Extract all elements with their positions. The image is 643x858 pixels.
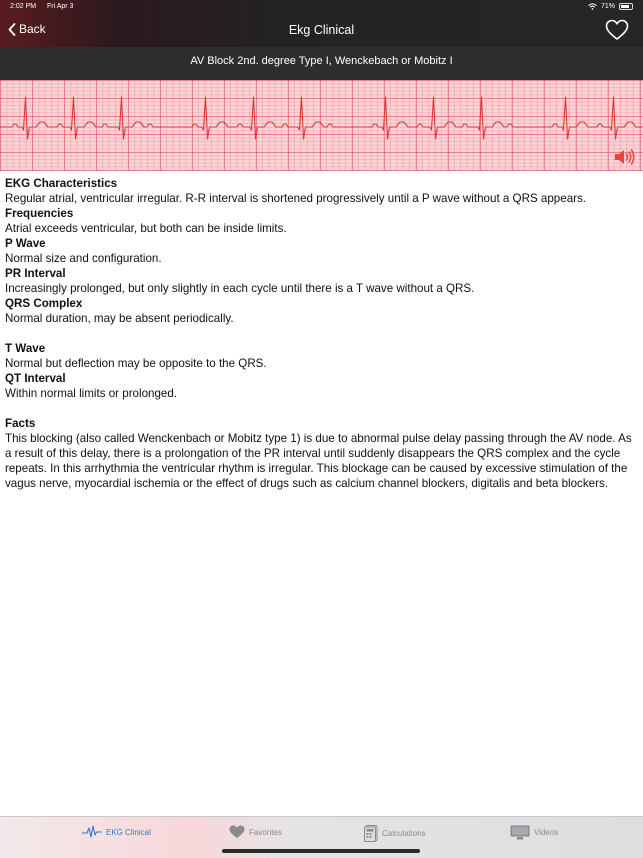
frequencies-text: Atrial exceeds ventricular, but both can be inside limits. — [5, 222, 287, 235]
t-wave-text: Normal but deflection may be opposite to the QRS. — [5, 357, 267, 370]
status-indicators — [588, 3, 633, 10]
tab-label: Calculations — [382, 829, 426, 838]
calculator-icon — [364, 825, 378, 842]
tab-favorites[interactable] — [229, 825, 282, 839]
status-bar — [0, 0, 643, 14]
tab-calculations[interactable] — [364, 825, 426, 842]
spacer — [5, 326, 638, 341]
top-header — [0, 0, 643, 47]
ekg-wave-icon — [82, 825, 102, 839]
heart-icon — [229, 825, 245, 839]
favorite-heart-icon[interactable] — [605, 19, 629, 41]
ekg-characteristics-text: Regular atrial, ventricular irregular. R-R interval is shortened progressively until a P wave without a QRS appears. — [5, 192, 587, 205]
page-title: Ekg Clinical — [288, 23, 355, 37]
pr-interval-heading: PR Interval — [5, 267, 66, 280]
tab-videos[interactable] — [510, 825, 558, 840]
rhythm-title: AV Block 2nd. degree Type I, Wenckebach or Mobitz I — [0, 47, 643, 80]
p-wave-text: Normal size and configuration. — [5, 252, 162, 265]
pr-interval-text: Increasingly prolonged, but only slightly in each cycle until there is a T wave without a QRS. — [5, 282, 475, 295]
ekg-trace — [0, 80, 643, 171]
ekg-strip — [0, 80, 643, 171]
ekg-characteristics-heading: EKG Characteristics — [5, 177, 118, 190]
p-wave-heading: P Wave — [5, 237, 46, 250]
qt-interval-heading: QT Interval — [5, 372, 66, 385]
tab-ekg-clinical[interactable] — [82, 825, 151, 839]
rhythm-description — [5, 176, 638, 491]
home-indicator — [222, 849, 420, 853]
monitor-icon — [510, 825, 530, 840]
facts-heading: Facts — [5, 417, 36, 430]
frequencies-heading: Frequencies — [5, 207, 74, 220]
battery-percent: 71% — [600, 3, 615, 10]
qrs-complex-text: Normal duration, may be absent periodically. — [5, 312, 234, 325]
spacer — [5, 401, 638, 416]
tab-label: Videos — [534, 828, 559, 837]
status-time: 2:02 PM — [10, 3, 37, 10]
qrs-complex-heading: QRS Complex — [5, 297, 83, 310]
back-label: Back — [19, 22, 46, 36]
battery-icon — [619, 3, 633, 10]
status-date: Fri Apr 3 — [47, 3, 74, 10]
tab-label: EKG Clinical — [106, 827, 151, 837]
facts-text: This blocking (also called Wenckenbach or Mobitz type 1) is due to abnormal pulse delay passing through the AV node. As a result of this delay, there is a prolongation of the PR interval until suddenly disappears the QRS complex and the cycle repeats. In this arrhythmia the ventricular rhythm is irregular. This blockage can be caused by excessive stimulation of the vagus nerve, myocardial ischemia or the effect of drugs such as calcium channel blockers, digitalis and beta blockers. — [5, 432, 632, 490]
speaker-icon[interactable] — [613, 147, 635, 167]
tab-label: Favorites — [249, 827, 282, 837]
wifi-icon — [588, 3, 597, 10]
t-wave-heading: T Wave — [5, 342, 46, 355]
qt-interval-text: Within normal limits or prolonged. — [5, 387, 178, 400]
